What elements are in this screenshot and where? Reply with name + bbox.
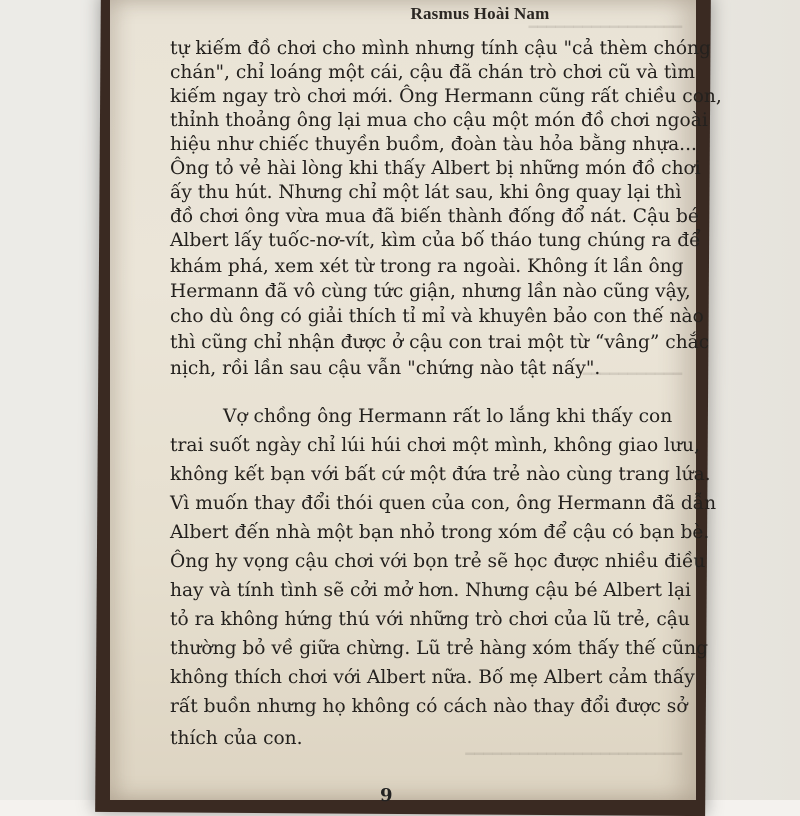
text-line: hay và tính tình sẽ cởi mở hơn. Nhưng cậu bé Albert lại xyxy=(170,580,691,601)
text-line: thì cũng chỉ nhận được ở cậu con trai một từ “vâng” chắc xyxy=(170,332,710,353)
text-line: thích của con. xyxy=(170,728,303,749)
text-line: đồ chơi ông vừa mua đã biến thành đống đổ nát. Cậu bé xyxy=(170,206,699,227)
text-line: hiệu như chiếc thuyền buồm, đoàn tàu hỏa bằng nhựa... xyxy=(170,134,697,155)
book-page xyxy=(110,0,722,806)
text-line: Albert lấy tuốc-nơ-vít, kìm của bố tháo tung chúng ra để xyxy=(170,230,701,251)
text-line: thường bỏ về giữa chừng. Lũ trẻ hàng xóm thấy thế cũng xyxy=(170,638,709,659)
text-line: Ông tỏ vẻ hài lòng khi thấy Albert bị những món đồ chơi xyxy=(170,158,701,179)
text-line-indented: Vợ chồng ông Hermann rất lo lắng khi thấy con xyxy=(223,406,673,427)
text-line: trai suốt ngày chỉ lúi húi chơi một mình, không giao lưu, xyxy=(170,435,700,456)
text-line: không kết bạn với bất cứ một đứa trẻ nào cùng trang lứa. xyxy=(170,464,711,485)
text-line: rất buồn nhưng họ không có cách nào thay đổi được sở xyxy=(170,696,688,717)
text-line: cho dù ông có giải thích tỉ mỉ và khuyên bảo con thế nào xyxy=(170,306,704,327)
text-line: Ông hy vọng cậu chơi với bọn trẻ sẽ học được nhiều điều xyxy=(170,551,706,572)
text-line: Hermann đã vô cùng tức giận, nhưng lần nào cũng vậy, xyxy=(170,281,691,302)
running-head-title: Rasmus Hoài Nam xyxy=(410,4,550,23)
show-through-text: ━━━━━━━━━━━ xyxy=(582,365,682,383)
text-line: tỏ ra không hứng thú với những trò chơi của lũ trẻ, cậu xyxy=(170,609,690,630)
text-line: chán", chỉ loáng một cái, cậu đã chán trò chơi cũ và tìm xyxy=(170,62,695,83)
text-line: thỉnh thoảng ông lại mua cho cậu một món đồ chơi ngoài xyxy=(170,110,708,131)
text-line: nịch, rồi lần sau cậu vẫn "chứng nào tật nấy". xyxy=(170,358,601,379)
show-through-text: ━━━━━━━━━━━━━━━━━━━━━━━━ xyxy=(465,745,682,763)
text-line: ấy thu hút. Nhưng chỉ một lát sau, khi ông quay lại thì xyxy=(170,182,682,203)
page-number: 9 xyxy=(380,785,393,806)
text-line: tự kiếm đồ chơi cho mình nhưng tính cậu "cả thèm chóng xyxy=(170,38,711,59)
text-line: Albert đến nhà một bạn nhỏ trong xóm để cậu có bạn bè. xyxy=(170,522,710,543)
text-line: không thích chơi với Albert nữa. Bố mẹ Albert cảm thấy xyxy=(170,667,695,688)
text-line: kiếm ngay trò chơi mới. Ông Hermann cũng rất chiều con, xyxy=(170,86,722,107)
text-line: Vì muốn thay đổi thói quen của con, ông Hermann đã dẫn xyxy=(170,493,717,514)
text-line: khám phá, xem xét từ trong ra ngoài. Không ít lần ông xyxy=(170,256,684,277)
show-through-text: ━━━━━━━━━━━━━━━━━ xyxy=(528,18,682,36)
